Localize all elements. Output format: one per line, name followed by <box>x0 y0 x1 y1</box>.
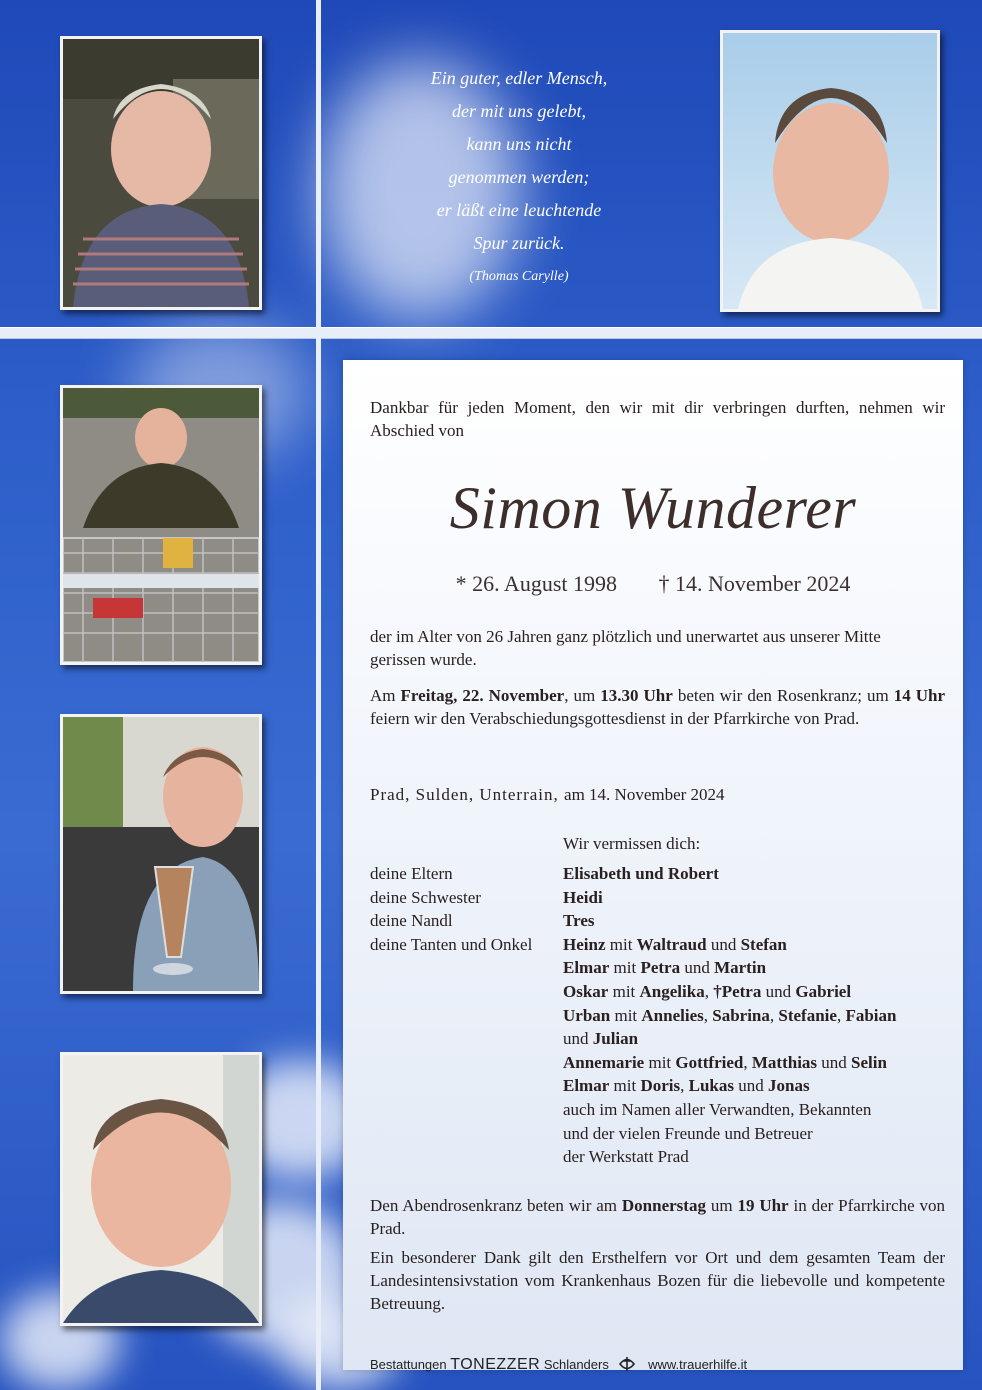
service-day: Freitag, 22. November <box>400 686 565 705</box>
text: und <box>761 981 796 1001</box>
family-labels <box>370 862 532 956</box>
name: Waltraud <box>636 934 707 954</box>
text: , <box>704 981 714 1001</box>
name: Matthias <box>751 1052 818 1072</box>
text: , <box>743 1052 752 1072</box>
name: Stefan <box>740 934 787 954</box>
service-time: 14 Uhr <box>893 686 946 705</box>
quote-line: kann uns nicht <box>466 134 572 154</box>
text: , <box>836 1005 846 1025</box>
text: und <box>563 1029 593 1049</box>
photo-shopping-cart <box>60 385 262 665</box>
text: um <box>705 1196 738 1215</box>
intro-text: Dankbar für jeden Moment, den wir mit dir verbringen durften, nehmen wir Abschied von <box>370 398 945 440</box>
text: und <box>734 1076 768 1096</box>
text: mit <box>608 981 640 1001</box>
cross-logo-icon <box>616 1355 638 1376</box>
family-row: der Werkstatt Prad <box>563 1147 689 1167</box>
family-row <box>563 956 896 980</box>
quote-line: genommen werden; <box>448 167 590 187</box>
name: Lukas <box>688 1076 734 1096</box>
photo-portrait-smiling <box>60 1052 262 1326</box>
text: , <box>769 1005 779 1025</box>
quote-block <box>340 62 698 293</box>
death-date: † 14. November 2024 <box>658 571 851 596</box>
footer <box>370 1355 747 1376</box>
birth-date: * 26. August 1998 <box>455 571 617 596</box>
text: mit <box>644 1052 676 1072</box>
name: Urban <box>563 1005 611 1025</box>
quote-line: er läßt eine leuchtende <box>436 200 602 220</box>
text: mit <box>609 1076 641 1096</box>
rosary-time: 19 Uhr <box>737 1196 789 1215</box>
family-row: und der vielen Freunde und Betreuer <box>563 1123 813 1143</box>
notice-date: am 14. November 2024 <box>564 785 725 804</box>
name: Gottfried <box>675 1052 744 1072</box>
text: , um <box>564 686 601 705</box>
text: Den Abendrosenkranz beten wir am <box>370 1196 622 1215</box>
name: Elmar <box>563 1076 610 1096</box>
name: Elmar <box>563 958 610 978</box>
name: Tres <box>563 911 595 931</box>
text: und <box>817 1052 852 1072</box>
text: mit <box>605 934 637 954</box>
text: mit <box>609 958 641 978</box>
name: Annelies <box>641 1005 704 1025</box>
name: Angelika <box>639 981 705 1001</box>
name: Oskar <box>563 981 609 1001</box>
quote-line: der mit uns gelebt, <box>452 101 586 121</box>
footer-brand: TONEZZER <box>450 1355 541 1373</box>
horizontal-divider <box>0 327 982 339</box>
deceased-name: Simon Wunderer <box>449 475 857 541</box>
rosary-time: 13.30 Uhr <box>600 686 673 705</box>
quote-line: Spur zurück. <box>473 233 565 253</box>
name: Heidi <box>563 887 603 907</box>
photo-ice-chocolate <box>60 714 262 994</box>
footer-url[interactable]: www.trauerhilfe.it <box>648 1356 748 1372</box>
place-date <box>370 783 945 806</box>
family-row: auch im Namen aller Verwandten, Bekannten <box>563 1099 872 1119</box>
text: mit <box>610 1005 642 1025</box>
family-row <box>563 933 896 957</box>
vertical-divider <box>316 0 321 1390</box>
family-row <box>563 909 896 933</box>
family-label: deine Nandl <box>370 911 453 931</box>
family-names <box>563 862 896 1169</box>
name: Sabrina <box>712 1005 770 1025</box>
dates <box>343 570 963 598</box>
name: Petra <box>640 958 681 978</box>
quote-line: Ein guter, edler Mensch, <box>430 68 608 88</box>
text: beten wir den Rosenkranz; um <box>672 686 894 705</box>
family-row <box>563 886 896 910</box>
name: Fabian <box>845 1005 897 1025</box>
name: Martin <box>714 958 767 978</box>
name: Doris <box>640 1076 681 1096</box>
family-row <box>563 1004 896 1028</box>
name: Jonas <box>768 1076 810 1096</box>
photo-portrait-white-shirt <box>720 30 940 312</box>
family-row <box>563 862 896 886</box>
name: Heinz <box>563 934 606 954</box>
footer-city: Schlanders <box>543 1356 609 1372</box>
footer-prefix: Bestattungen <box>370 1356 447 1372</box>
family-label: deine Tanten und Onkel <box>370 934 533 954</box>
name: Annemarie <box>563 1052 645 1072</box>
text: feiern wir den Verabschiedungsgottesdienst in der Pfarrkirche von Prad. <box>370 709 860 728</box>
family-label: deine Eltern <box>370 864 453 883</box>
text: und <box>680 958 715 978</box>
name: †Petra <box>713 981 762 1001</box>
miss-heading: Wir vermissen dich: <box>563 834 701 853</box>
quote-author: (Thomas Carylle) <box>469 269 569 284</box>
photo-hoodie <box>60 36 262 310</box>
service-info <box>370 684 945 730</box>
text: , <box>703 1005 713 1025</box>
name: Julian <box>592 1029 639 1049</box>
name: Selin <box>851 1052 887 1072</box>
family-row <box>563 1051 896 1075</box>
family-row <box>563 1074 896 1098</box>
family-row <box>563 1027 896 1051</box>
family-row <box>563 980 896 1004</box>
name: Stefanie <box>778 1005 837 1025</box>
places: Prad, Sulden, Unterrain, <box>370 785 559 804</box>
rosary-day: Donnerstag <box>621 1196 706 1215</box>
text: Am <box>370 686 401 705</box>
evening-rosary <box>370 1194 945 1240</box>
name: Gabriel <box>795 981 852 1001</box>
text: in der Pfarrkirche von Prad. <box>370 1196 945 1238</box>
text: und <box>706 934 741 954</box>
age-text: der im Alter von 26 Jahren ganz plötzlich und unerwartet aus unserer Mitte gerissen wurde. <box>370 627 881 669</box>
text: , <box>680 1076 689 1096</box>
family-label: deine Schwester <box>370 887 481 907</box>
thanks-text: Ein besonderer Dank gilt den Ersthelfern vor Ort und dem gesamten Team der Landesintensivstation vom Krankenhaus Bozen für die liebevolle und kompetente Betreuung. <box>370 1248 945 1313</box>
name: Elisabeth und Robert <box>563 864 719 883</box>
